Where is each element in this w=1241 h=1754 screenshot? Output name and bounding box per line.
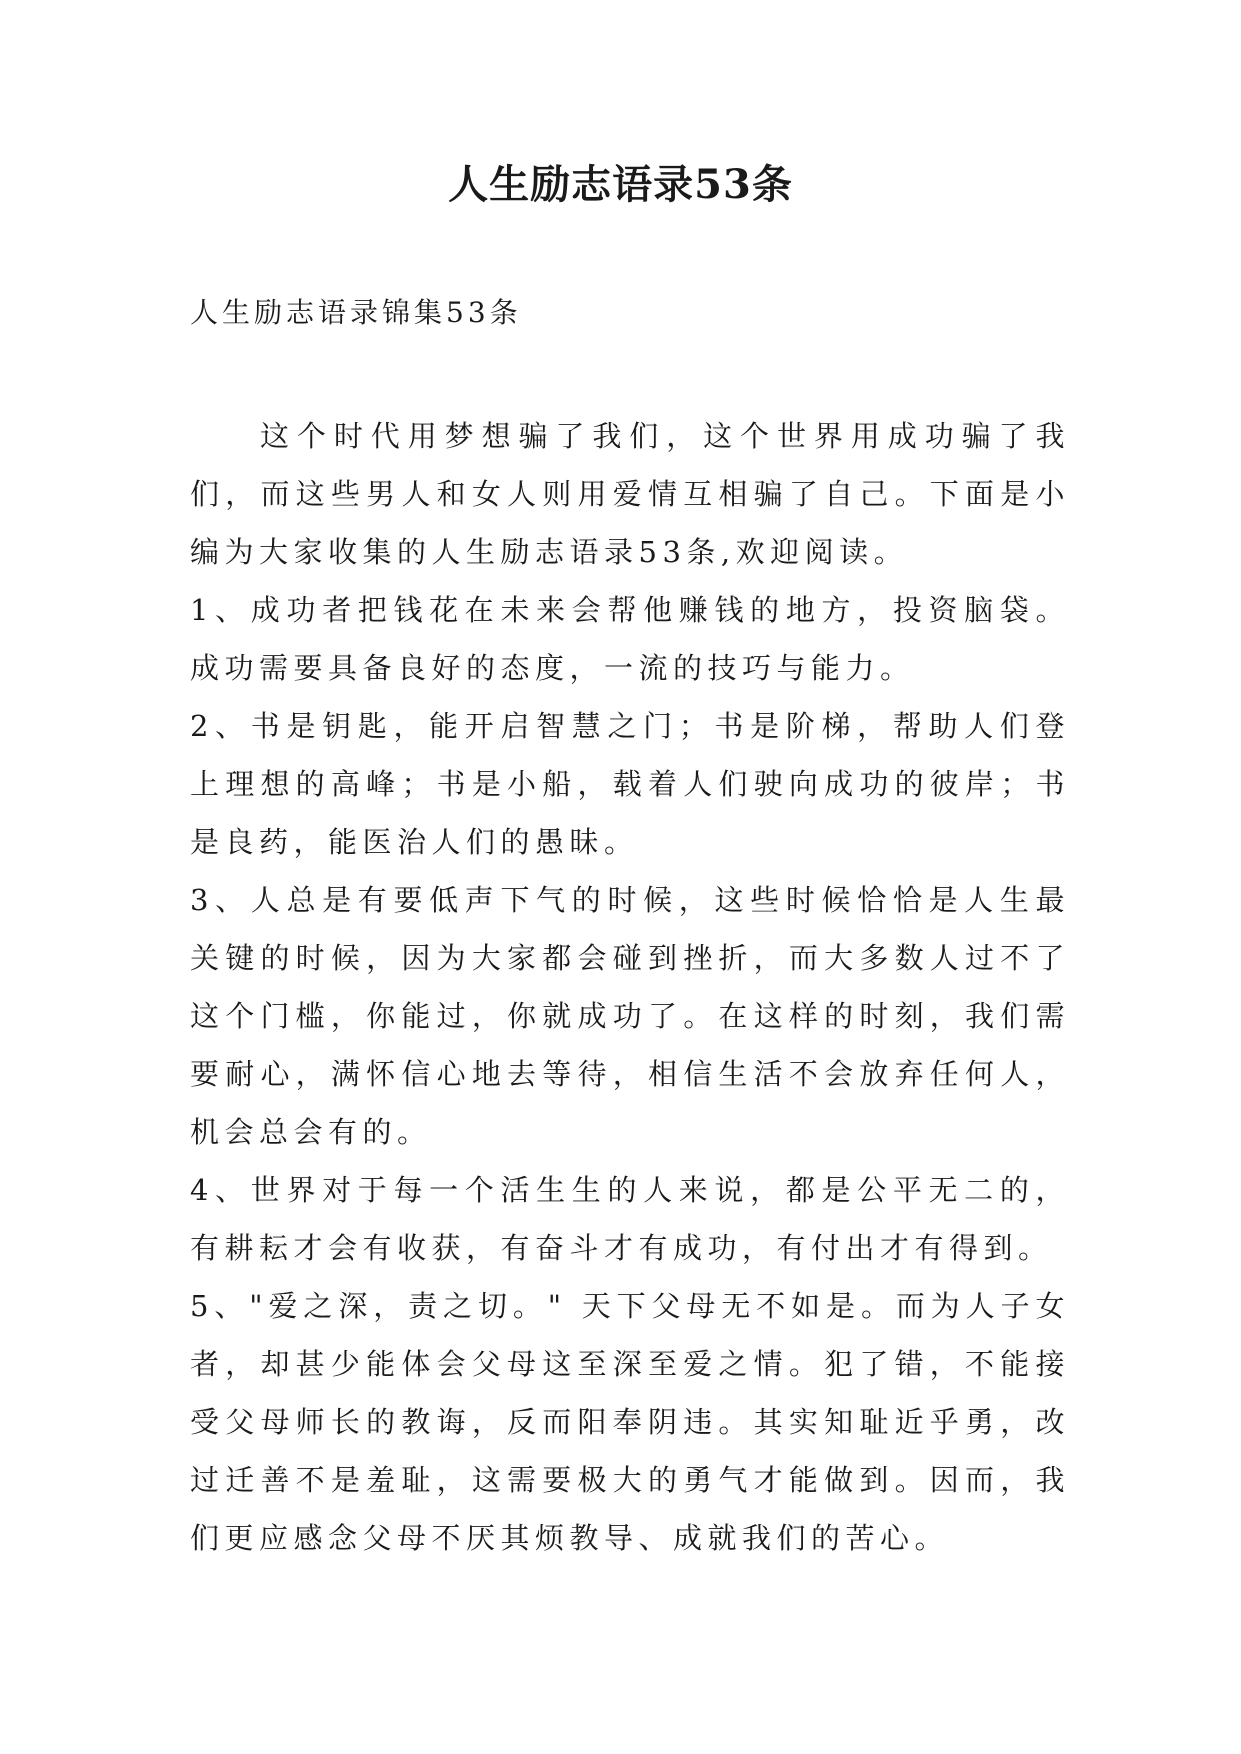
quote-item-4: 4、世界对于每一个活生生的人来说，都是公平无二的，有耕耘才会有收获，有奋斗才有成功，有付出才有得到。 xyxy=(190,1173,1070,1265)
page-title: 人生励志语录53条 xyxy=(448,161,793,208)
quote-item-5: 5、"爱之深，责之切。" 天下父母无不如是。而为人子女者，却甚少能体会父母这至深至爱之情。犯了错，不能接受父母师长的教诲，反而阳奉阴违。其实知耻近乎勇，改过迁善不是羞耻，这需要极大的勇气才能做到。因而，我们更应感念父母不厌其烦教导、成就我们的苦心。 xyxy=(190,1289,1070,1555)
quote-item-1: 1、成功者把钱花在未来会帮他赚钱的地方，投资脑袋。成功需要具备良好的态度，一流的技巧与能力。 xyxy=(190,593,1070,685)
quote-item-2: 2、书是钥匙，能开启智慧之门；书是阶梯，帮助人们登上理想的高峰；书是小船，载着人们驶向成功的彼岸；书是良药，能医治人们的愚昧。 xyxy=(190,709,1070,859)
document-subtitle: 人生励志语录锦集53条 xyxy=(190,296,522,329)
quote-item-3: 3、人总是有要低声下气的时候，这些时候恰恰是人生最关键的时候，因为大家都会碰到挫折，而大多数人过不了这个门槛，你能过，你就成功了。在这样的时刻，我们需要耐心，满怀信心地去等待，相信生活不会放弃任何人，机会总会有的。 xyxy=(190,883,1070,1149)
intro-paragraph: 这个时代用梦想骗了我们，这个世界用成功骗了我们，而这些男人和女人则用爱情互相骗了自己。下面是小编为大家收集的人生励志语录53条,欢迎阅读。 xyxy=(190,419,1070,569)
document-body xyxy=(190,407,1070,1567)
